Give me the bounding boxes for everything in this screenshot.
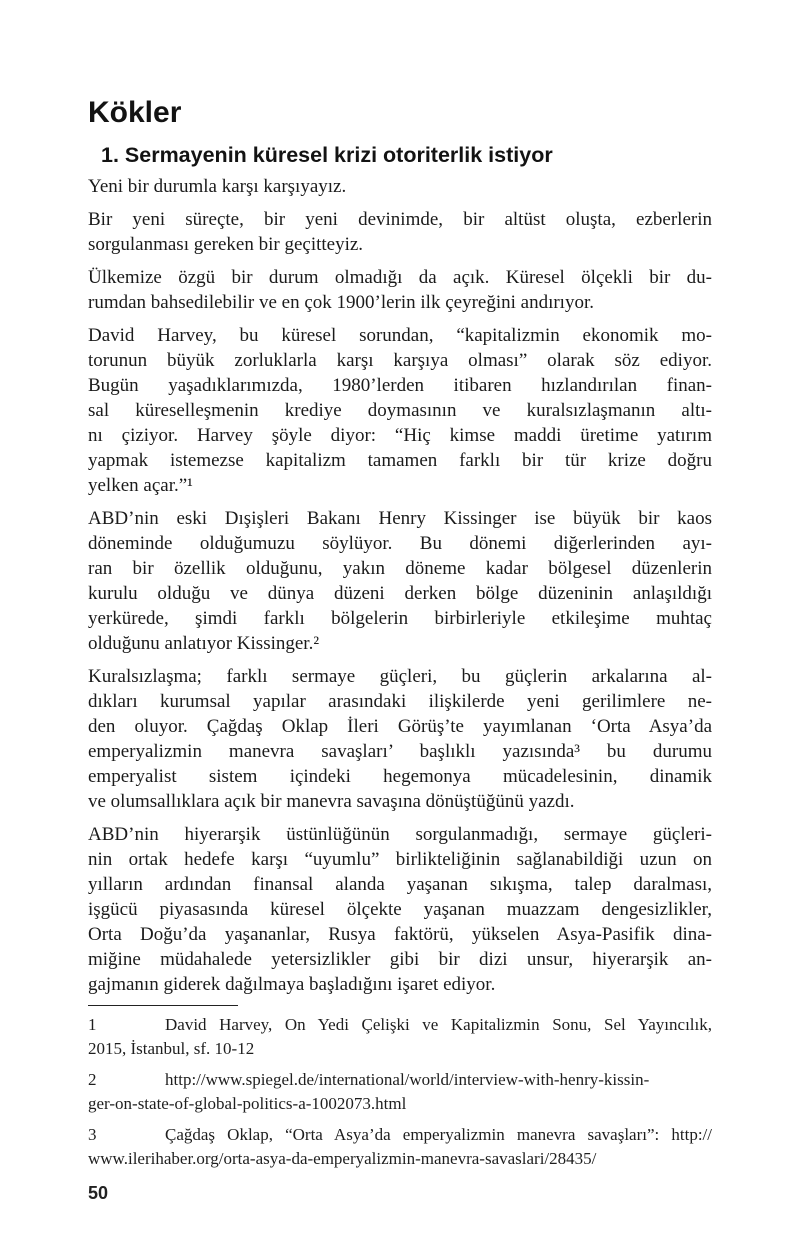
text-line: işgücü piyasasında küresel ölçekte yaşanan muazzam dengesizlikler,	[88, 899, 712, 920]
text-line: Ülkemize özgü bir durum olmadığı da açık. Küresel ölçekli bir du-	[88, 267, 712, 288]
page-number: 50	[88, 1183, 109, 1203]
footnotes-section	[88, 1005, 712, 1171]
text-line: yerkürede, şimdi farklı bölgelerin birbirleriyle etkileşime muhtaç	[88, 608, 712, 629]
footnote-first-line	[88, 1068, 712, 1092]
text-line: Orta Doğu’da yaşananlar, Rusya faktörü, yükselen Asya-Pasifik dina-	[88, 924, 712, 945]
text-line: sorgulanması gereken bir geçitteyiz.	[88, 234, 364, 255]
footnote-continuation-line: ger-on-state-of-global-politics-a-1002073.html	[88, 1094, 407, 1113]
text-line: kurulu olduğu ve dünya düzeni derken bölge düzeninin anlaşıldığı	[88, 583, 712, 604]
text-line: Kuralsızlaşma; farklı sermaye güçleri, bu güçlerin arkalarına al-	[88, 666, 712, 687]
text-line: olduğunu anlatıyor Kissinger.²	[88, 633, 320, 654]
paragraph	[88, 323, 712, 498]
text-line: emperyalizmin manevra savaşları’ başlıklı yazısında³ bu durumu	[88, 741, 712, 762]
text-line: sal küreselleşmenin krediye doymasının ve kuralsızlaşmanın altı-	[88, 400, 712, 421]
text-line: ve olumsallıklara açık bir manevra savaşına dönüştüğünü yazdı.	[88, 791, 575, 812]
footnote	[88, 1123, 712, 1171]
footnote-text: Çağdaş Oklap, “Orta Asya’da emperyalizmin manevra savaşları”: http://	[165, 1125, 712, 1144]
text-line: nin ortak hedefe karşı “uyumlu” birlikteliğinin sağlanabildiği uzun on	[88, 849, 712, 870]
page-title: Kökler	[88, 96, 182, 129]
body-text	[88, 174, 712, 997]
footnote-divider	[88, 1005, 238, 1006]
footnote-first-line	[88, 1013, 712, 1037]
text-line: miğine müdahalede yetersizlikler gibi bir dizi unsur, hiyerarşik an-	[88, 949, 712, 970]
text-line: emperyalist sistem içindeki hegemonya mücadelesinin, dinamik	[88, 766, 712, 787]
paragraph	[88, 174, 712, 199]
footnote	[88, 1068, 712, 1116]
text-line: ABD’nin eski Dışişleri Bakanı Henry Kissinger ise büyük bir kaos	[88, 508, 712, 529]
text-line: ran bir özellik olduğunu, yakın döneme kadar bölgesel düzenlerin	[88, 558, 712, 579]
text-line: Yeni bir durumla karşı karşıyayız.	[88, 176, 347, 197]
text-line: nı çiziyor. Harvey şöyle diyor: “Hiç kimse maddi üretime yatırım	[88, 425, 712, 446]
text-line: dıkları kurumsal yapılar arasındaki ilişkilerde yeni gerilimlere ne-	[88, 691, 712, 712]
paragraph	[88, 664, 712, 814]
footnote-continuation-line: 2015, İstanbul, sf. 10-12	[88, 1039, 255, 1058]
footnote-text: David Harvey, On Yedi Çelişki ve Kapitalizmin Sonu, Sel Yayıncılık,	[165, 1015, 712, 1034]
text-line: yelken açar.”¹	[88, 475, 193, 496]
footnote-number: 3	[88, 1125, 97, 1144]
paragraph	[88, 506, 712, 656]
text-line: ABD’nin hiyerarşik üstünlüğünün sorgulanmadığı, sermaye güçleri-	[88, 824, 712, 845]
footnote-list	[88, 1013, 712, 1171]
footnote-continuation-line: www.ilerihaber.org/orta-asya-da-emperyalizmin-manevra-savaslari/28435/	[88, 1149, 597, 1168]
text-line: rumdan bahsedilebilir ve en çok 1900’lerin ilk çeyreğini andırıyor.	[88, 292, 594, 313]
paragraph	[88, 207, 712, 257]
text-line: Bir yeni süreçte, bir yeni devinimde, bir altüst oluşta, ezberlerin	[88, 209, 712, 230]
footnote-text: http://www.spiegel.de/international/world/interview-with-henry-kissin-	[165, 1070, 650, 1089]
text-line: den oluyor. Çağdaş Oklap İleri Görüş’te yayımlanan ‘Orta Asya’da	[88, 716, 712, 737]
text-line: Bugün yaşadıklarımızda, 1980’lerden itibaren hızlandırılan finan-	[88, 375, 712, 396]
text-line: David Harvey, bu küresel sorundan, “kapitalizmin ekonomik mo-	[88, 325, 712, 346]
footnote	[88, 1013, 712, 1061]
section-heading: 1. Sermayenin küresel krizi otoriterlik istiyor	[101, 143, 553, 167]
footnote-first-line	[88, 1123, 712, 1147]
paragraph	[88, 265, 712, 315]
text-line: yılların ardından finansal alanda yaşanan sıkışma, talep daralması,	[88, 874, 712, 895]
text-line: gajmanın giderek dağılmaya başladığını işaret ediyor.	[88, 974, 496, 995]
paragraph	[88, 822, 712, 997]
footnote-number: 2	[88, 1070, 97, 1089]
text-line: torunun büyük zorluklarla karşı karşıya olması” olarak söz ediyor.	[88, 350, 712, 371]
text-line: döneminde olduğumuzu söylüyor. Bu dönemi diğerlerinden ayı-	[88, 533, 712, 554]
text-line: yapmak istemezse kapitalizm tamamen farklı bir tür krize doğru	[88, 450, 712, 471]
footnote-number: 1	[88, 1015, 97, 1034]
